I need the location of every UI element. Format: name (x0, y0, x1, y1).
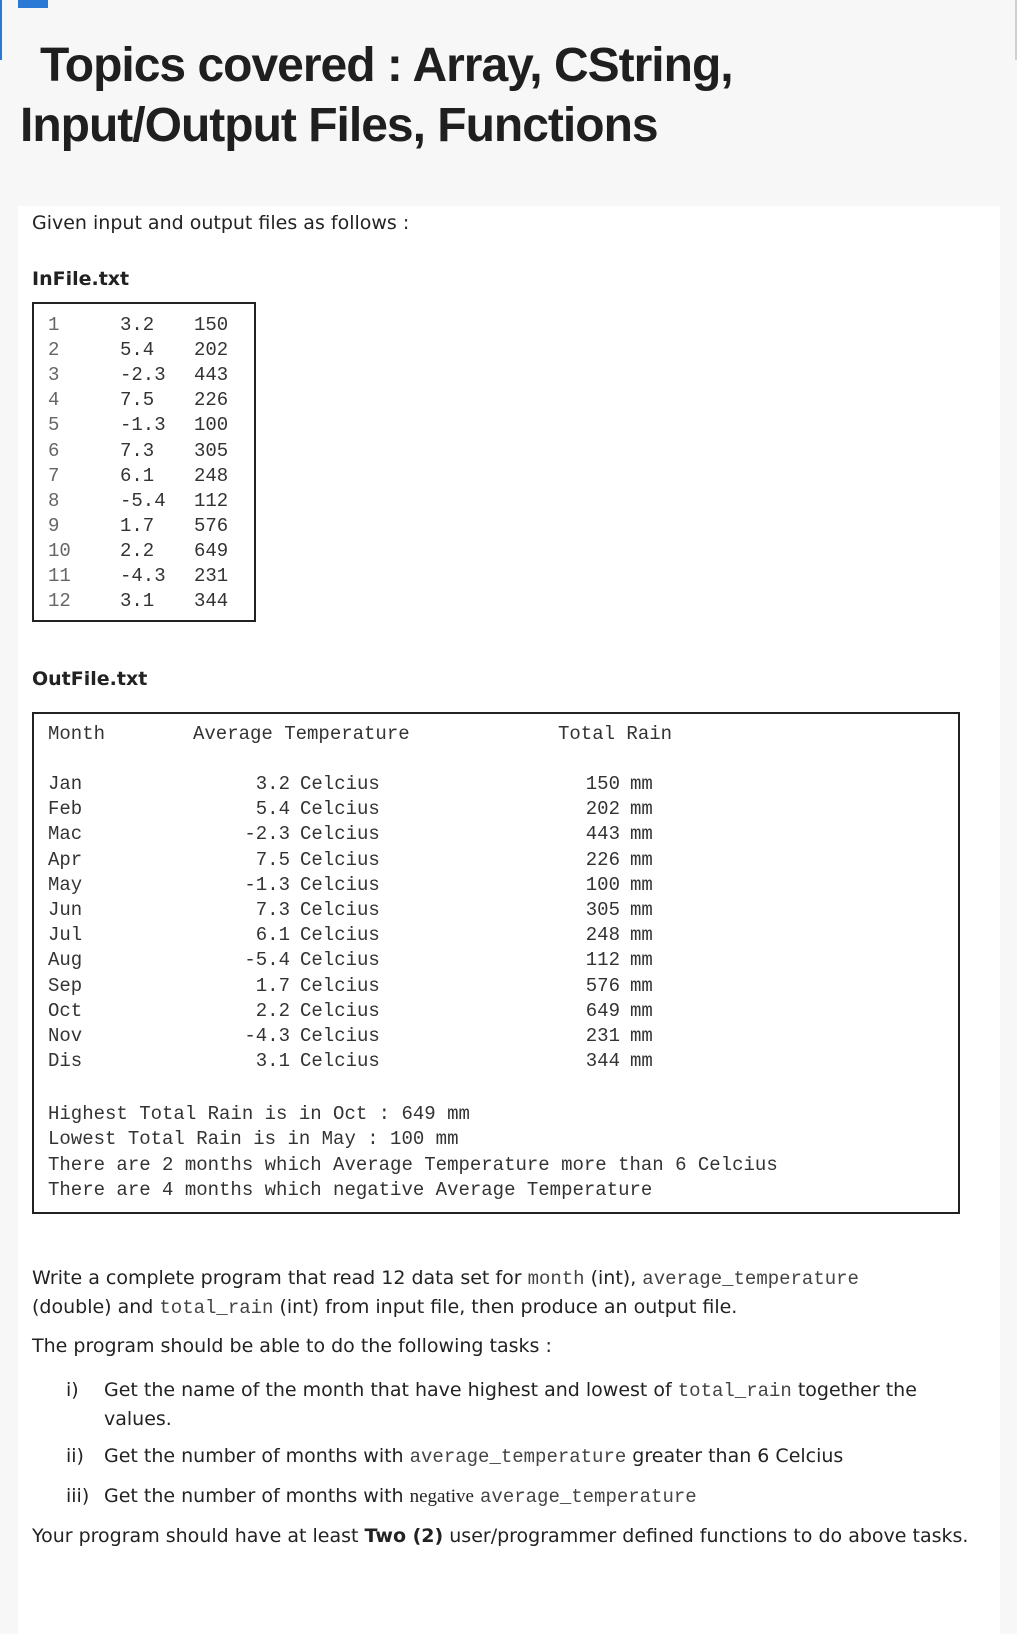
outfile-label: OutFile.txt (32, 668, 148, 690)
outfile-rain-unit: mm (630, 773, 653, 795)
infile-rain: 248 (194, 464, 229, 487)
infile-rain: 226 (194, 389, 229, 412)
outfile-month: Aug (48, 949, 83, 972)
outfile-rain: 248 (585, 924, 620, 947)
outfile-temp-unit: Celcius (300, 924, 380, 947)
infile-temperature: -1.3 (120, 414, 166, 437)
outfile-rain-unit: mm (630, 848, 653, 871)
infile-line-number: 9 (48, 514, 60, 537)
header-month: Month (48, 723, 106, 745)
outfile-temp-unit: Celcius (300, 1050, 380, 1073)
outfile-temperature: 7.5 (255, 848, 290, 871)
infile-temperature: -4.3 (120, 565, 166, 587)
outfile-temp-unit: Celcius (300, 974, 380, 997)
outfile-rain: 305 (585, 899, 620, 921)
outfile-box (32, 712, 960, 1214)
outfile-temperature: 3.2 (255, 773, 290, 795)
infile-line-number: 3 (48, 364, 60, 387)
infile-rain: 649 (194, 539, 229, 562)
outfile-rain: 112 (585, 949, 620, 972)
outfile-temperature: 7.3 (255, 899, 290, 921)
tasks-intro: The program should be able to do the following tasks : (32, 1335, 552, 1357)
outfile-month: Jul (48, 924, 83, 947)
infile-temperature: 5.4 (120, 339, 155, 362)
outfile-rain: 226 (585, 848, 620, 871)
outfile-rain: 202 (585, 798, 620, 821)
outfile-temperature: -4.3 (244, 1025, 290, 1047)
infile-line-number: 8 (48, 489, 60, 512)
infile-temperature: -5.4 (120, 489, 166, 512)
outfile-month: Oct (48, 999, 83, 1022)
intro-text: Given input and output files as follows : (32, 212, 410, 234)
outfile-temperature: 6.1 (255, 924, 290, 947)
outfile-rain-unit: mm (630, 1025, 653, 1047)
outfile-rain: 576 (585, 974, 620, 997)
outfile-temperature: -1.3 (244, 873, 290, 896)
outfile-temp-unit: Celcius (300, 899, 380, 921)
outfile-temperature: 5.4 (255, 798, 290, 821)
task-item-1-number: i) (66, 1379, 79, 1401)
outfile-rain-unit: mm (630, 1050, 653, 1073)
infile-temperature: 7.5 (120, 389, 155, 412)
outfile-rain: 150 (585, 773, 620, 795)
outfile-temp-unit: Celcius (300, 823, 380, 846)
task-item-3: Get the number of months with negative average_temperature (104, 1485, 697, 1508)
outfile-rain: 649 (585, 999, 620, 1022)
infile-line-number: 4 (48, 389, 60, 412)
infile-box (32, 302, 256, 622)
outfile-rain-unit: mm (630, 899, 653, 921)
outfile-summary-line: There are 2 months which Average Temperature more than 6 Celcius (48, 1153, 778, 1176)
infile-rain: 443 (194, 364, 229, 387)
outfile-rain-unit: mm (630, 873, 653, 896)
infile-line-number: 7 (48, 464, 60, 487)
outfile-temperature: 3.1 (255, 1050, 290, 1073)
infile-temperature: 7.3 (120, 439, 155, 462)
outfile-temperature: -2.3 (244, 823, 290, 846)
outfile-summary-line: Highest Total Rain is in Oct : 649 mm (48, 1103, 470, 1125)
outfile-rain: 231 (585, 1025, 620, 1047)
outfile-temp-unit: Celcius (300, 873, 380, 896)
task-paragraph: Write a complete program that read 12 data set for month (int), average_temperature (double) and total_rain (int) from input file, then produce an output file. (32, 1267, 859, 1319)
outfile-temp-unit: Celcius (300, 848, 380, 871)
outfile-rain-unit: mm (630, 999, 653, 1022)
infile-rain: 100 (194, 414, 229, 437)
infile-rain: 150 (194, 314, 229, 336)
outfile-month: Jan (48, 773, 83, 795)
outfile-temp-unit: Celcius (300, 798, 380, 821)
outfile-rain-unit: mm (630, 823, 653, 846)
infile-rain: 576 (194, 514, 229, 537)
functions-note: Your program should have at least Two (2) user/programmer defined functions to do above tasks. (32, 1525, 969, 1547)
outfile-temp-unit: Celcius (300, 949, 380, 972)
task-item-2-number: ii) (66, 1445, 84, 1467)
infile-temperature: 2.2 (120, 539, 155, 562)
infile-temperature: -2.3 (120, 364, 166, 387)
task-item-3-number: iii) (66, 1485, 90, 1507)
outfile-temp-unit: Celcius (300, 773, 380, 795)
infile-temperature: 1.7 (120, 514, 155, 537)
infile-rain: 305 (194, 439, 229, 462)
infile-line-number: 2 (48, 339, 60, 362)
infile-rain: 231 (194, 565, 229, 587)
outfile-rain-unit: mm (630, 974, 653, 997)
outfile-rain-unit: mm (630, 949, 653, 972)
infile-rain: 112 (194, 489, 229, 512)
outfile-temperature: 1.7 (255, 974, 290, 997)
outfile-month: Feb (48, 798, 83, 821)
infile-line-number: 11 (48, 565, 71, 587)
content-card (18, 206, 1000, 1634)
infile-temperature: 3.2 (120, 314, 155, 336)
corner-accent (18, 0, 48, 8)
outfile-rain-unit: mm (630, 924, 653, 947)
infile-line-number: 12 (48, 590, 71, 613)
outfile-rain-unit: mm (630, 798, 653, 821)
infile-line-number: 1 (48, 314, 60, 336)
outfile-month: Mac (48, 823, 83, 846)
outfile-rain: 443 (585, 823, 620, 846)
header-average-temperature: Average Temperature (193, 723, 410, 745)
outfile-month: Jun (48, 899, 83, 921)
infile-rain: 344 (194, 590, 229, 613)
outfile-summary-line: Lowest Total Rain is in May : 100 mm (48, 1128, 459, 1151)
infile-line-number: 6 (48, 439, 60, 462)
infile-temperature: 6.1 (120, 464, 155, 487)
outfile-month: Dis (48, 1050, 83, 1073)
outfile-rain: 100 (585, 873, 620, 896)
outfile-month: Sep (48, 974, 83, 997)
outfile-month: May (48, 873, 83, 896)
infile-line-number: 5 (48, 414, 60, 437)
infile-temperature: 3.1 (120, 590, 155, 613)
header-total-rain: Total Rain (558, 723, 673, 745)
outfile-month: Nov (48, 1025, 83, 1047)
infile-rain: 202 (194, 339, 229, 362)
task-item-2: Get the number of months with average_temperature greater than 6 Celcius (104, 1445, 844, 1468)
outfile-summary-line: There are 4 months which negative Average Temperature (48, 1178, 653, 1201)
infile-line-number: 10 (48, 539, 71, 562)
left-accent-rule (0, 0, 2, 60)
outfile-temp-unit: Celcius (300, 999, 380, 1022)
outfile-temperature: 2.2 (255, 999, 290, 1022)
page-title: Topics covered : Array, CString, Input/Output Files, Functions (20, 39, 733, 152)
outfile-temp-unit: Celcius (300, 1025, 380, 1047)
infile-label: InFile.txt (32, 268, 130, 290)
outfile-rain: 344 (585, 1050, 620, 1073)
outfile-month: Apr (48, 848, 83, 871)
task-item-1: Get the name of the month that have highest and lowest of total_rain together the values. (104, 1379, 917, 1430)
outfile-temperature: -5.4 (244, 949, 290, 972)
